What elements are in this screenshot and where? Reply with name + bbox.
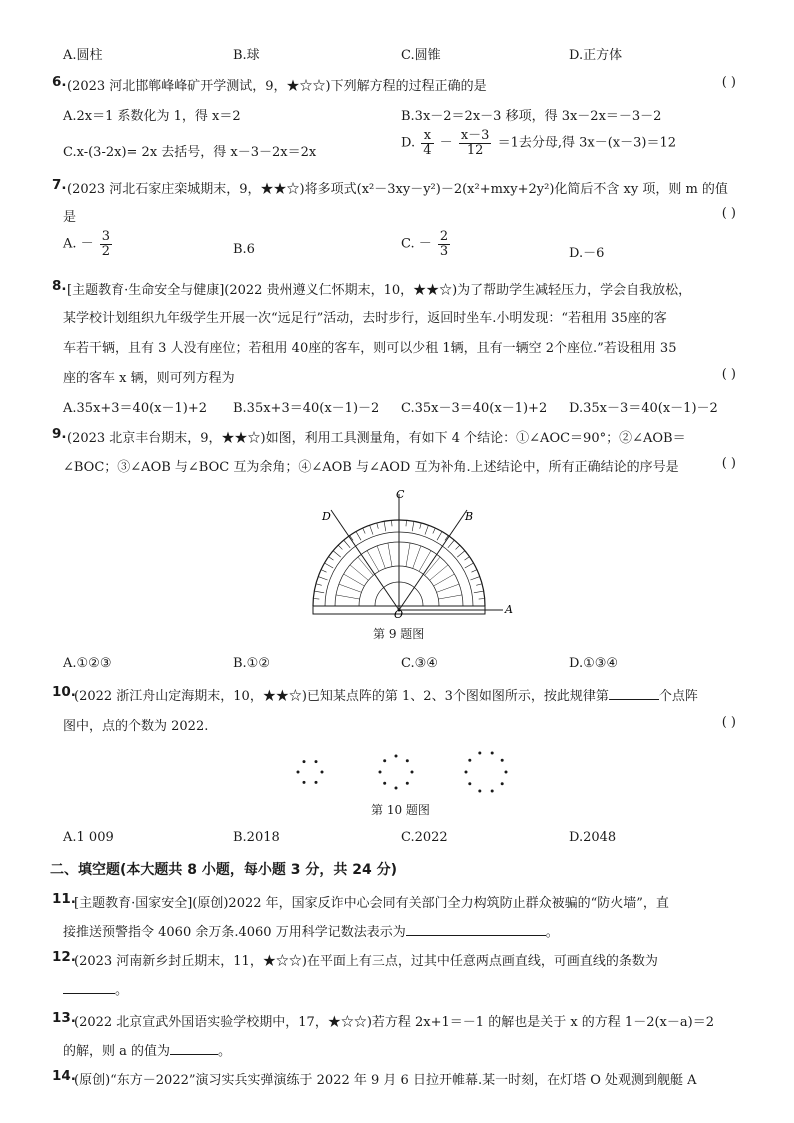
q10-option-b: B.2018 bbox=[233, 830, 280, 845]
label-c: C bbox=[396, 488, 405, 501]
q13-line-2-text: 的解，则 a 的值为 bbox=[63, 1044, 171, 1059]
protractor-tick bbox=[392, 520, 393, 526]
q8-option-c: C.35x－3＝40(x－1)+2 bbox=[401, 401, 548, 416]
protractor-tick bbox=[465, 557, 470, 560]
q10-option-d: D.2048 bbox=[569, 830, 617, 845]
protractor bbox=[313, 494, 503, 614]
q7-option-c-label: C. － bbox=[401, 236, 432, 252]
lattice-1-dot bbox=[303, 760, 306, 763]
q8-line-4: 座的客车 x 辆，则可列方程为 bbox=[63, 371, 235, 386]
q10-number: 10. bbox=[52, 684, 76, 700]
lattice-1-dot bbox=[321, 771, 324, 774]
protractor-tick bbox=[333, 551, 341, 557]
protractor-tick bbox=[313, 599, 319, 600]
q6-frac2-denominator: 12 bbox=[466, 142, 484, 158]
q6-option-d-rest: ＝1去分母,得 3x－(x－3)＝12 bbox=[497, 135, 676, 151]
q9-option-c: C.③④ bbox=[401, 656, 438, 671]
protractor-tick bbox=[321, 570, 326, 573]
protractor-spoke bbox=[419, 551, 431, 572]
section-2-title: 二、填空题(本大题共 8 小题，每小题 3 分，共 24 分) bbox=[50, 862, 398, 878]
q6-option-b: B.3x－2＝2x－3 移项，得 3x－2x＝－3－2 bbox=[401, 109, 662, 124]
q10-option-a: A.1 009 bbox=[63, 830, 114, 845]
q6-frac2-numerator: x－3 bbox=[460, 128, 490, 143]
protractor-spoke bbox=[336, 595, 360, 599]
q7-option-c-fraction bbox=[438, 230, 450, 258]
label-a: A bbox=[505, 603, 513, 616]
q10-answer-blank bbox=[609, 688, 659, 700]
protractor-spoke bbox=[425, 557, 440, 575]
protractor-tick bbox=[314, 591, 324, 593]
q6-answer-paren: ( ) bbox=[721, 75, 736, 90]
protractor-spoke bbox=[367, 551, 379, 572]
q8-line-1: [主题教育·生命安全与健康](2022 贵州遵义仁怀期末，10，★★☆)为了帮助学生减轻压力，学会自我放松， bbox=[67, 283, 692, 298]
protractor-tick bbox=[456, 545, 460, 549]
lattice-3-dot bbox=[478, 751, 481, 754]
lattice-2-dot bbox=[406, 759, 409, 762]
q7-answer-paren: ( ) bbox=[721, 206, 736, 221]
q5-option-a: A.圆柱 bbox=[63, 48, 103, 63]
protractor-tick bbox=[338, 545, 342, 549]
protractor-tick bbox=[384, 521, 386, 531]
q14-number: 14. bbox=[52, 1068, 76, 1084]
q13-line-2 bbox=[63, 1040, 231, 1059]
q12-answer-blank bbox=[63, 982, 115, 994]
lattice-3-dot bbox=[491, 790, 494, 793]
q11-line-1: [主题教育·国家安全](原创)2022 年，国家反诈中心会同有关部门全力构筑防止群众被骗的“防火墙”，直 bbox=[74, 896, 669, 911]
protractor-tick bbox=[406, 520, 407, 526]
lattice-3-dot bbox=[505, 771, 508, 774]
q7-option-c bbox=[401, 230, 452, 258]
q9-answer-paren: ( ) bbox=[721, 456, 736, 471]
q5-option-d: D.正方体 bbox=[569, 48, 623, 63]
protractor-spoke bbox=[377, 546, 385, 569]
lattice-2-dot bbox=[379, 771, 382, 774]
q8-line-3: 车若干辆，且有 3 人没有座位；若租用 40座的客车，则可以少租 1辆，且有一辆空 2个座位.”若设租用 35 bbox=[63, 341, 677, 356]
protractor-tick bbox=[316, 584, 322, 586]
q10-line-2: 图中，点的个数为 2022. bbox=[63, 719, 209, 734]
q8-option-d: D.35x－3＝40(x－1)－2 bbox=[569, 401, 718, 416]
q10-line-1-text-b: 个点阵 bbox=[658, 689, 698, 704]
figure-10-caption: 第 10 题图 bbox=[371, 803, 430, 817]
q9-line-1: (2023 北京丰台期末，9，★★☆)如图，利用工具测量角，有如下 4 个结论：①∠AOC＝90°；②∠AOB＝ bbox=[67, 431, 686, 446]
q5-option-c: C.圆锥 bbox=[401, 48, 441, 63]
q6-stem: (2023 河北邯郸峰峰矿开学测试，9，★☆☆)下列解方程的过程正确的是 bbox=[67, 79, 487, 94]
q7-option-a-numerator: 3 bbox=[101, 229, 111, 244]
q9-option-d: D.①③④ bbox=[569, 656, 619, 671]
protractor-spoke bbox=[406, 543, 410, 567]
protractor-tick bbox=[329, 557, 334, 560]
q7-option-c-denominator: 3 bbox=[439, 243, 449, 259]
q6-option-d-label: D. bbox=[401, 135, 416, 151]
protractor-figure bbox=[300, 482, 520, 622]
lattice-3-dot bbox=[501, 759, 504, 762]
protractor-spoke bbox=[339, 584, 362, 592]
q8-number: 8. bbox=[52, 278, 67, 294]
q13-line-1: (2022 北京宣武外国语实验学校期中，17，★☆☆)若方程 2x+1＝－1 的解也是关于 x 的方程 1－2(x－a)＝2 bbox=[74, 1015, 714, 1030]
q12-line-2 bbox=[63, 979, 128, 998]
q8-answer-paren: ( ) bbox=[721, 367, 736, 382]
q6-option-d-minus: － bbox=[439, 135, 453, 151]
lattice-2-dot bbox=[395, 787, 398, 790]
protractor-tick bbox=[356, 532, 361, 541]
protractor-tick bbox=[433, 528, 436, 533]
lattice-1-dot bbox=[303, 781, 306, 784]
dot-lattice-patterns bbox=[297, 751, 508, 792]
q12-line-1: (2023 河南新乡封丘期末，11，★☆☆)在平面上有三点，过其中任意两点画直线，可画直线的条数为 bbox=[74, 954, 658, 969]
q7-line-2: 是 bbox=[63, 210, 77, 225]
lattice-3-dot bbox=[468, 759, 471, 762]
lattice-3-dot bbox=[465, 771, 468, 774]
protractor-spoke bbox=[388, 543, 392, 567]
protractor-spoke bbox=[430, 565, 448, 580]
protractor-spoke bbox=[344, 574, 365, 586]
q7-line-1: (2023 河北石家庄栾城期末，9，★★☆)将多项式(x²－3xy－y²)－2(x²+mxy+2y²)化简后不含 xy 项，则 m 的值 bbox=[67, 182, 728, 197]
q11-line-2-end: 。 bbox=[545, 925, 559, 940]
protractor-tick bbox=[344, 540, 350, 548]
lattice-2-dot bbox=[406, 782, 409, 785]
q6-option-d bbox=[401, 129, 676, 157]
q14-line-1: (原创)“东方－2022”演习实兵实弹演练于 2022 年 9 月 6 日拉开帷幕.某一时刻，在灯塔 O 处观测到舰艇 A bbox=[74, 1073, 697, 1088]
q6-frac1-denominator: 4 bbox=[423, 142, 432, 158]
q9-number: 9. bbox=[52, 426, 67, 442]
q7-option-b: B.6 bbox=[233, 242, 255, 257]
q6-number: 6. bbox=[52, 74, 67, 90]
protractor-tick bbox=[476, 584, 482, 586]
q8-line-2: 某学校计划组织九年级学生开展一次“远足行”活动，去时步行，返回时坐车.小明发现：“若租用 35座的客 bbox=[63, 311, 667, 326]
protractor-tick bbox=[470, 577, 479, 580]
label-b: B bbox=[465, 510, 474, 523]
q13-line-2-end: 。 bbox=[218, 1044, 232, 1059]
protractor-spoke bbox=[358, 557, 373, 575]
q6-option-a: A.2x＝1 系数化为 1，得 x＝2 bbox=[63, 109, 241, 124]
q13-answer-blank bbox=[170, 1043, 218, 1055]
protractor-tick bbox=[363, 528, 366, 533]
q11-answer-blank bbox=[406, 924, 546, 936]
q5-option-b: B.球 bbox=[233, 48, 260, 63]
protractor-tick bbox=[457, 551, 465, 557]
q8-option-a: A.35x+3＝40(x－1)+2 bbox=[63, 401, 208, 416]
q13-number: 13. bbox=[52, 1010, 76, 1026]
q6-option-d-fraction-2 bbox=[459, 129, 492, 157]
q7-option-a-denominator: 2 bbox=[101, 243, 111, 259]
protractor-tick bbox=[465, 563, 474, 568]
lattice-2-dot bbox=[395, 755, 398, 758]
protractor-tick bbox=[472, 570, 477, 573]
protractor-spoke bbox=[413, 546, 421, 569]
lattice-1-dot bbox=[297, 771, 300, 774]
lattice-1-dot bbox=[315, 760, 318, 763]
q6-option-c: C.x-(3-2x)= 2x 去括号，得 x－3－2x＝2x bbox=[63, 145, 317, 160]
dot-lattice-figure bbox=[290, 748, 530, 796]
lattice-2-dot bbox=[383, 782, 386, 785]
label-o: O bbox=[394, 608, 404, 621]
q7-option-a-label: A. － bbox=[63, 236, 94, 252]
protractor-tick bbox=[420, 523, 422, 529]
protractor-tick bbox=[448, 540, 454, 548]
q6-option-d-fraction-1 bbox=[421, 129, 433, 157]
q10-option-c: C.2022 bbox=[401, 830, 448, 845]
lattice-3-dot bbox=[501, 782, 504, 785]
q9-line-2: ∠BOC；③∠AOB 与∠BOC 互为余角；④∠AOB 与∠AOD 互为补角.上述结论中，所有正确结论的序号是 bbox=[63, 460, 679, 475]
protractor-spoke bbox=[350, 565, 368, 580]
q11-line-2-text: 接推送预警指令 4060 余万条.4060 万用科学记数法表示为 bbox=[63, 925, 406, 940]
protractor-tick bbox=[318, 577, 327, 580]
protractor-tick bbox=[370, 525, 373, 534]
q10-line-1-text-a: (2022 浙江舟山定海期末，10，★★☆)已知某点阵的第 1、2、3个图如图所示，按此规律第 bbox=[74, 689, 609, 704]
q11-number: 11. bbox=[52, 891, 76, 907]
q7-option-d: D.－6 bbox=[569, 246, 605, 261]
q7-option-c-numerator: 2 bbox=[439, 229, 449, 244]
lattice-2-dot bbox=[411, 771, 414, 774]
q11-line-2 bbox=[63, 921, 559, 940]
label-d: D bbox=[322, 510, 331, 523]
protractor-tick bbox=[479, 599, 485, 600]
lattice-3-dot bbox=[468, 782, 471, 785]
q9-option-a: A.①②③ bbox=[63, 656, 112, 671]
figure-9-caption: 第 9 题图 bbox=[373, 627, 425, 641]
q7-number: 7. bbox=[52, 177, 67, 193]
protractor-tick bbox=[412, 521, 414, 531]
protractor-spoke bbox=[438, 595, 462, 599]
protractor-spoke bbox=[437, 584, 460, 592]
protractor-tick bbox=[437, 532, 442, 541]
q12-number: 12. bbox=[52, 949, 76, 965]
q12-line-2-end: 。 bbox=[115, 983, 129, 998]
lattice-3-dot bbox=[491, 751, 494, 754]
q7-option-a bbox=[63, 230, 114, 258]
protractor-tick bbox=[325, 563, 334, 568]
lattice-3-dot bbox=[478, 790, 481, 793]
q10-line-1 bbox=[74, 685, 698, 704]
q10-answer-paren: ( ) bbox=[721, 715, 736, 730]
lattice-1-dot bbox=[315, 781, 318, 784]
protractor-tick bbox=[474, 591, 484, 593]
protractor-tick bbox=[425, 525, 428, 534]
protractor-spoke bbox=[434, 574, 455, 586]
q8-option-b: B.35x+3＝40(x－1)－2 bbox=[233, 401, 380, 416]
q6-frac1-numerator: x bbox=[421, 129, 433, 144]
lattice-2-dot bbox=[383, 759, 386, 762]
q9-option-b: B.①② bbox=[233, 656, 270, 671]
protractor-tick bbox=[377, 523, 379, 529]
q7-option-a-fraction bbox=[100, 230, 112, 258]
